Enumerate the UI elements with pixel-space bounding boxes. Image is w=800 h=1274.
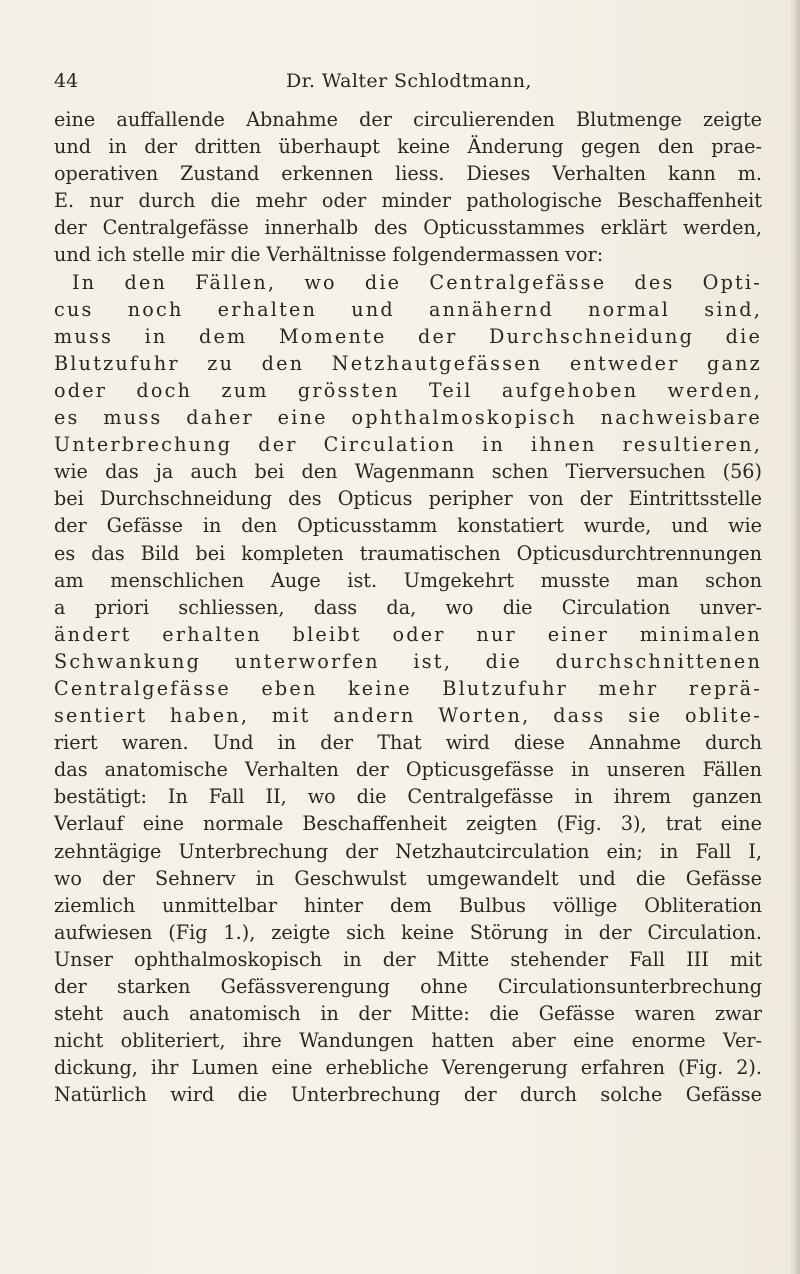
text-line: operativen Zustand erkennen liess. Dieses Verhalten kann m. (54, 162, 762, 186)
text-line: riert waren. Und in der That wird diese Annahme durch (54, 731, 762, 755)
text-line: eine auffallende Abnahme der circulierenden Blutmenge zeigte (54, 108, 762, 131)
page-header (54, 70, 744, 100)
text-line: und ich stelle mir die Verhältnisse folgendermassen vor: (54, 243, 604, 267)
text-line-spaced: oder doch zum grössten Teil aufgehoben werden, (54, 378, 762, 402)
text-line: dickung, ihr Lumen eine erhebliche Verengerung erfahren (Fig. 2). (54, 1056, 762, 1080)
text-line-spaced: es muss daher eine ophthalmoskopisch nachweisbare (54, 406, 762, 430)
text-line: es das Bild bei kompleten traumatischen Opticusdurchtrennungen (54, 541, 762, 565)
text-line: der starken Gefässverengung ohne Circulationsunterbrechung (54, 975, 762, 998)
text-line: wo der Sehnerv in Geschwulst umgewandelt und die Gefässe (54, 866, 762, 890)
text-line: steht auch anatomisch in der Mitte: die Gefässe waren zwar (54, 1002, 762, 1026)
text-line-spaced: Blutzufuhr zu den Netzhautgefässen entweder ganz (54, 351, 762, 375)
text-line: der Centralgefässe innerhalb des Opticusstammes erklärt werden, (54, 216, 762, 240)
text-line-spaced: muss in dem Momente der Durchschneidung die (54, 324, 762, 348)
body-text (54, 106, 762, 1108)
text-line-spaced: Schwankung unterworfen ist, die durchschnittenen (54, 649, 762, 673)
text-line: E. nur durch die mehr oder minder pathologische Beschaffenheit (54, 189, 762, 213)
text-line: zehntägige Unterbrechung der Netzhautcirculation ein; in Fall I, (54, 839, 762, 863)
text-line-spaced: ändert erhalten bleibt oder nur einer minimalen (54, 622, 762, 646)
text-line: a priori schliessen, dass da, wo die Circulation unver- (54, 595, 762, 619)
text-line: das anatomische Verhalten der Opticusgefässe in unseren Fällen (54, 758, 762, 782)
text-line-spaced: Unterbrechung der Circulation in ihnen resultieren, (54, 433, 762, 457)
running-head: Dr. Walter Schlodtmann, (286, 70, 532, 92)
text-line: Natürlich wird die Unterbrechung der durch solche Gefässe (54, 1083, 762, 1107)
text-line: Unser ophthalmoskopisch in der Mitte stehender Fall III mit (54, 947, 762, 971)
text-line: am menschlichen Auge ist. Umgekehrt musste man schon (54, 568, 762, 592)
text-line: aufwiesen (Fig 1.), zeigte sich keine Störung in der Circulation. (54, 920, 762, 944)
text-line: bei Durchschneidung des Opticus peripher von der Eintrittsstelle (54, 487, 762, 511)
text-line: ziemlich unmittelbar hinter dem Bulbus völlige Obliteration (54, 893, 762, 917)
text-line: Verlauf eine normale Beschaffenheit zeigten (Fig. 3), trat eine (54, 812, 762, 836)
text-line-spaced: Centralgefässe eben keine Blutzufuhr mehr reprä- (54, 676, 762, 700)
text-line: nicht obliteriert, ihre Wandungen hatten aber eine enorme Ver- (54, 1029, 762, 1053)
text-line-spaced: cus noch erhalten und annähernd normal sind, (54, 297, 762, 321)
text-line: wie das ja auch bei den Wagenmann schen Tierversuchen (56) (54, 460, 762, 484)
page-number: 44 (54, 70, 79, 92)
text-line-spaced: sentiert haben, mit andern Worten, dass sie oblite- (54, 704, 762, 728)
text-line: bestätigt: In Fall II, wo die Centralgefässe in ihrem ganzen (54, 785, 762, 809)
text-line: der Gefässe in den Opticusstamm konstatiert wurde, und wie (54, 514, 762, 538)
text-line-spaced: In den Fällen, wo die Centralgefässe des Opti- (72, 270, 762, 294)
page-edge-shadow (790, 0, 800, 1274)
text-line: und in der dritten überhaupt keine Änderung gegen den prae- (54, 135, 762, 159)
